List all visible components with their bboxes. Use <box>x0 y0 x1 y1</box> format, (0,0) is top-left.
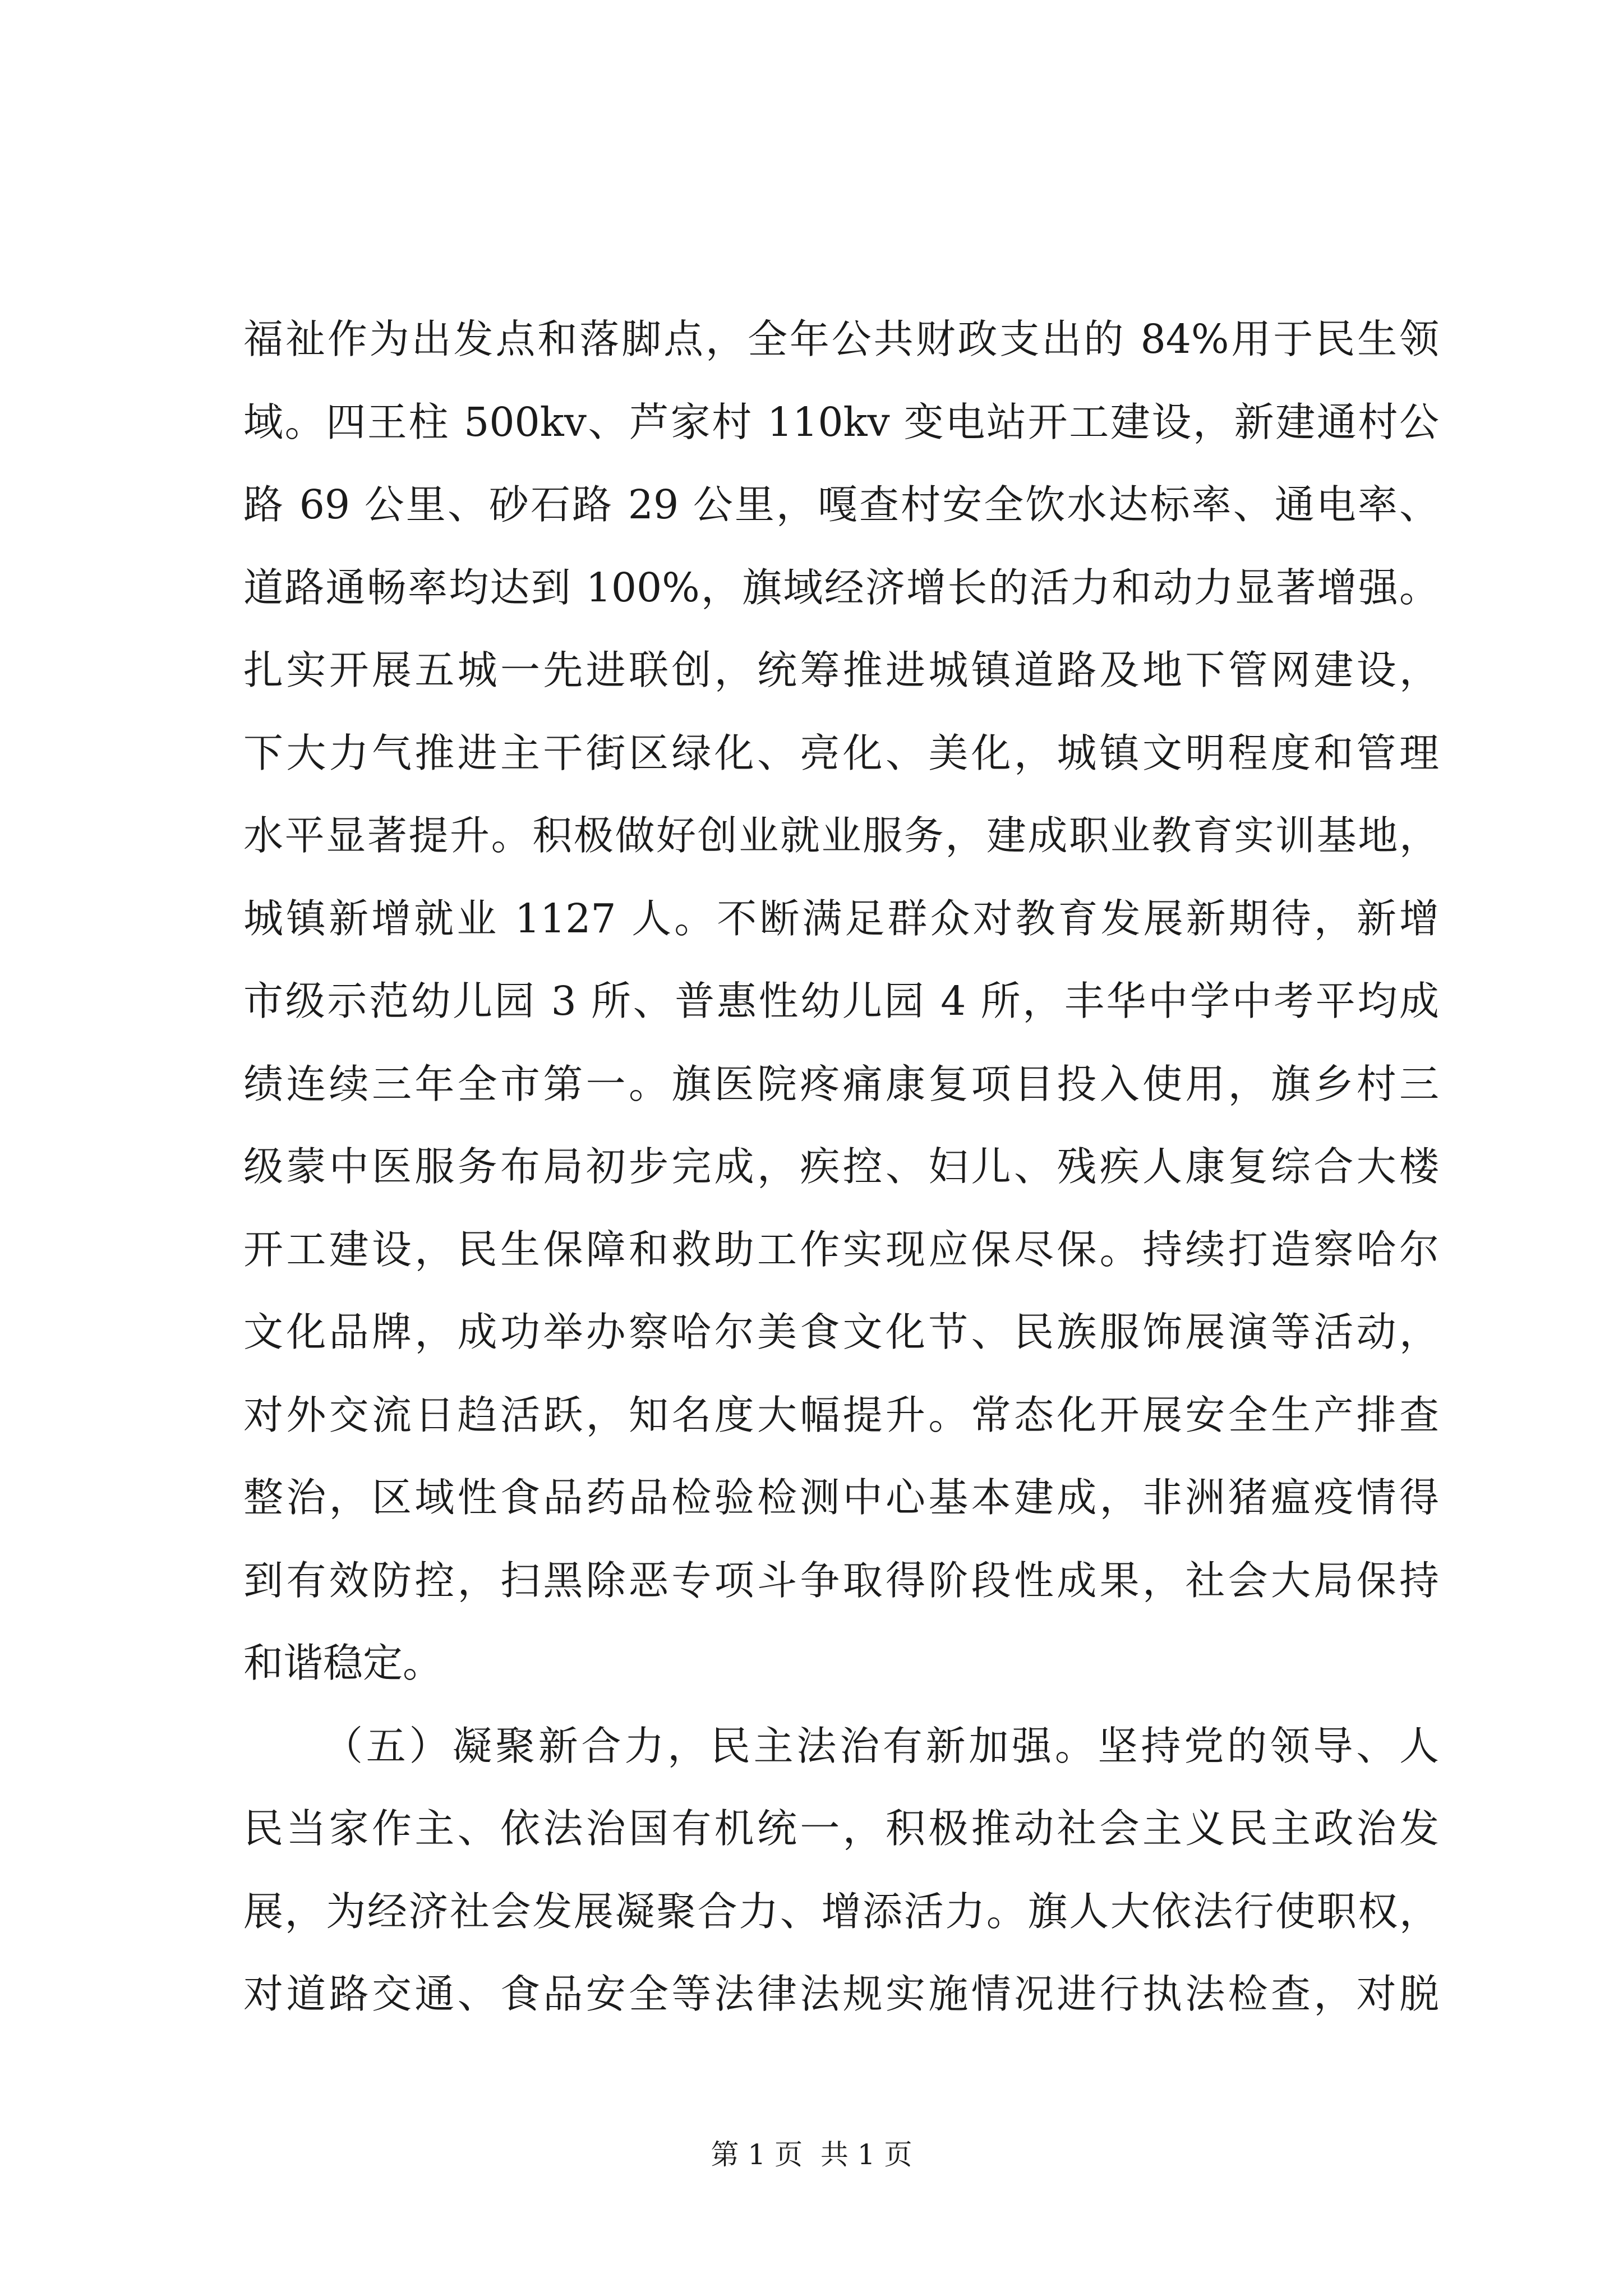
text-line: 到有效防控，扫黑除恶专项斗争取得阶段性成果，社会大局保持 <box>243 1557 1439 1604</box>
text-line: （五）凝聚新合力，民主法治有新加强。坚持党的领导、人 <box>323 1722 1439 1769</box>
text-line: 路 69 公里、砂石路 29 公里，嘎查村安全饮水达标率、通电率、 <box>243 481 1439 528</box>
text-line: 扎实开展五城一先进联创，统筹推进城镇道路及地下管网建设， <box>243 647 1439 693</box>
text-line: 对道路交通、食品安全等法律法规实施情况进行执法检查，对脱 <box>243 1971 1439 2017</box>
text-line: 福祉作为出发点和落脚点，全年公共财政支出的 84%用于民生领 <box>243 316 1439 362</box>
text-line: 级蒙中医服务布局初步完成，疾控、妇儿、残疾人康复综合大楼 <box>243 1143 1439 1190</box>
page-footer: 第 1 页 共 1 页 <box>711 2138 912 2171</box>
text-line: 展，为经济社会发展凝聚合力、增添活力。旗人大依法行使职权， <box>243 1888 1439 1935</box>
text-line: 和谐稳定。 <box>243 1640 443 1686</box>
paragraph-continued <box>243 298 1439 1705</box>
text-line: 城镇新增就业 1127 人。不断满足群众对教育发展新期待，新增 <box>243 895 1439 942</box>
text-line: 民当家作主、依法治国有机统一，积极推动社会主义民主政治发 <box>243 1805 1439 1852</box>
text-line: 整治，区域性食品药品检验检测中心基本建成，非洲猪瘟疫情得 <box>243 1474 1439 1521</box>
body-text <box>243 298 1439 2036</box>
text-line: 水平显著提升。积极做好创业就业服务，建成职业教育实训基地， <box>243 812 1439 859</box>
text-line: 开工建设，民生保障和救助工作实现应保尽保。持续打造察哈尔 <box>243 1226 1439 1273</box>
text-line: 绩连续三年全市第一。旗医院疼痛康复项目投入使用，旗乡村三 <box>243 1060 1439 1107</box>
paragraph-section-five <box>243 1705 1439 2036</box>
text-line: 对外交流日趋活跃，知名度大幅提升。常态化开展安全生产排查 <box>243 1391 1439 1438</box>
text-line: 市级示范幼儿园 3 所、普惠性幼儿园 4 所，丰华中学中考平均成 <box>243 978 1439 1024</box>
text-line: 下大力气推进主干街区绿化、亮化、美化，城镇文明程度和管理 <box>243 729 1439 776</box>
text-line: 文化品牌，成功举办察哈尔美食文化节、民族服饰展演等活动， <box>243 1309 1439 1355</box>
text-line: 道路通畅率均达到 100%，旗域经济增长的活力和动力显著增强。 <box>243 564 1439 611</box>
text-line: 域。四王柱 500kv、芦家村 110kv 变电站开工建设，新建通村公 <box>243 398 1439 445</box>
